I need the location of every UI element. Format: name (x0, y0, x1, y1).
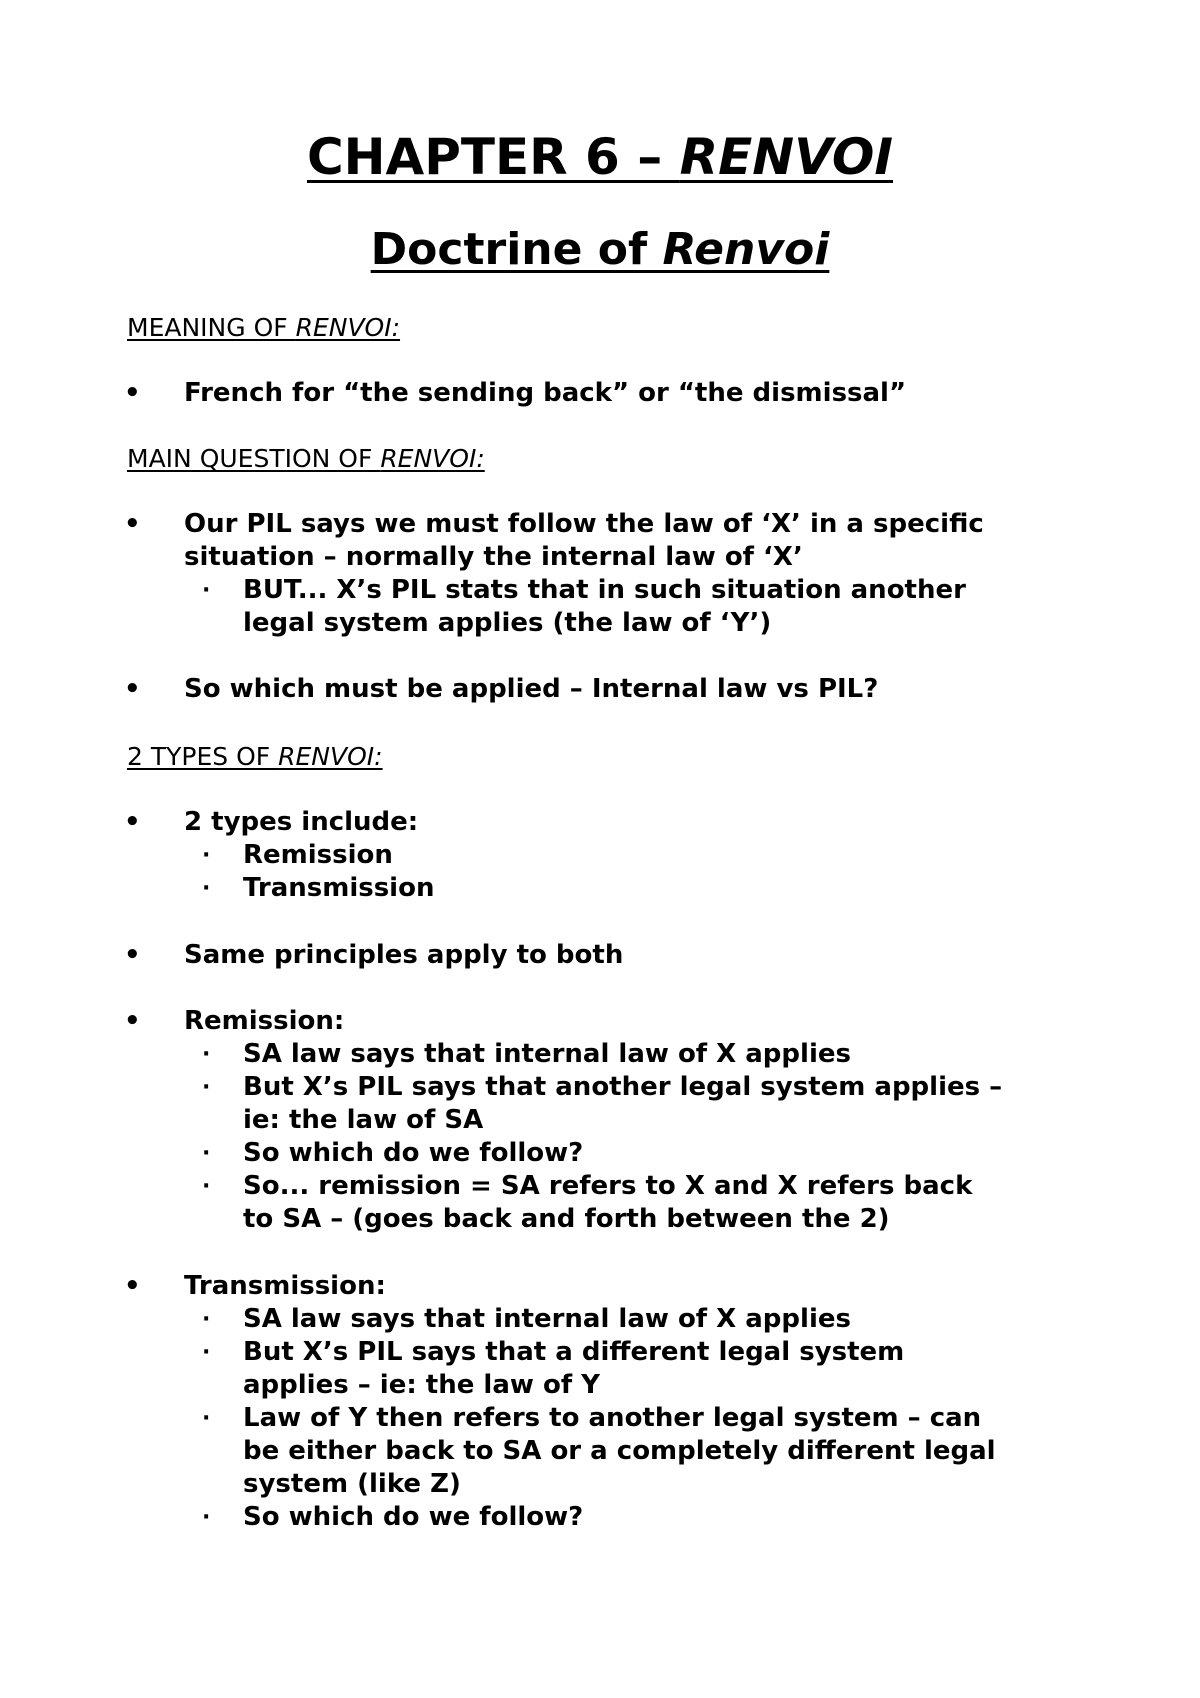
bullet-text: Transmission: (184, 1271, 386, 1301)
sub-bullet-icon: · (202, 1307, 211, 1332)
sub-bullet-icon: · (202, 843, 211, 868)
sub-bullet-text: So which do we follow? (243, 1138, 584, 1168)
sub-bullet-icon: · (202, 1141, 211, 1166)
chapter-title-prefix: CHAPTER 6 – (306, 128, 680, 186)
sub-bullet-text (243, 1071, 1123, 1137)
bullet-text (184, 508, 1084, 574)
sub-bullet-text: So which do we follow? (243, 1502, 584, 1532)
sub-bullet-icon: · (202, 1042, 211, 1067)
doctrine-title-italic: Renvoi (662, 224, 830, 275)
sub-bullet-text-line: system (like Z) (243, 1469, 461, 1499)
sub-bullet-icon: · (202, 578, 211, 603)
sub-bullet-text (243, 1336, 1123, 1402)
meaning-heading (127, 311, 400, 345)
sub-bullet-icon: · (202, 1174, 211, 1199)
types-heading (127, 740, 383, 774)
bullet-icon: • (124, 807, 141, 837)
sub-bullet-text-line: to SA – (goes back and forth between the 2) (243, 1204, 890, 1234)
main-question-heading-prefix: MAIN QUESTION OF (127, 444, 381, 473)
bullet-icon: • (124, 940, 141, 970)
bullet-icon: • (124, 674, 141, 704)
bullet-text: Remission: (184, 1006, 345, 1036)
sub-bullet-text-line: ie: the law of SA (243, 1105, 484, 1135)
main-question-heading (127, 442, 485, 476)
bullet-text-line: Our PIL says we must follow the law of ‘X’ in a specific (184, 509, 984, 539)
chapter-title-italic: RENVOI (679, 128, 894, 186)
sub-bullet-text: Transmission (243, 873, 435, 903)
types-heading-italic: RENVOI: (278, 742, 383, 771)
sub-bullet-text-line: But X’s PIL says that a different legal system (243, 1337, 905, 1367)
sub-bullet-text: Remission (243, 840, 393, 870)
sub-bullet-text (243, 1170, 1123, 1236)
bullet-icon: • (124, 1271, 141, 1301)
sub-bullet-text (243, 574, 1123, 640)
types-heading-prefix: 2 TYPES OF (127, 742, 279, 771)
sub-bullet-icon: · (202, 1075, 211, 1100)
sub-bullet-text (243, 1402, 1123, 1501)
sub-bullet-text-line: legal system applies (the law of ‘Y’) (243, 608, 772, 638)
chapter-title (0, 124, 1200, 190)
bullet-icon: • (124, 1006, 141, 1036)
meaning-heading-italic: RENVOI: (295, 313, 401, 342)
meaning-heading-prefix: MEANING OF (127, 313, 296, 342)
bullet-text: So which must be applied – Internal law vs PIL? (184, 674, 879, 704)
sub-bullet-text-line: applies – ie: the law of Y (243, 1370, 601, 1400)
sub-bullet-text-line: But X’s PIL says that another legal system applies – (243, 1072, 1003, 1102)
sub-bullet-icon: · (202, 1406, 211, 1431)
sub-bullet-icon: · (202, 1340, 211, 1365)
sub-bullet-icon: · (202, 876, 211, 901)
main-question-heading-italic: RENVOI: (380, 444, 485, 473)
bullet-text: French for “the sending back” or “the dismissal” (184, 378, 907, 408)
sub-bullet-text-line: So... remission = SA refers to X and X refers back (243, 1171, 973, 1201)
bullet-icon: • (124, 378, 141, 408)
bullet-icon: • (124, 509, 141, 539)
sub-bullet-text-line: BUT... X’s PIL stats that in such situation another (243, 575, 966, 605)
sub-bullet-text: SA law says that internal law of X applies (243, 1039, 851, 1069)
sub-bullet-text-line: be either back to SA or a completely different legal (243, 1436, 996, 1466)
sub-bullet-text-line: Law of Y then refers to another legal system – can (243, 1403, 982, 1433)
sub-bullet-text: SA law says that internal law of X applies (243, 1304, 851, 1334)
bullet-text: Same principles apply to both (184, 940, 624, 970)
doctrine-title-prefix: Doctrine of (370, 224, 663, 275)
sub-bullet-icon: · (202, 1505, 211, 1530)
doctrine-title (0, 221, 1200, 279)
bullet-text: 2 types include: (184, 807, 419, 837)
bullet-text-line: situation – normally the internal law of ‘X’ (184, 542, 803, 572)
